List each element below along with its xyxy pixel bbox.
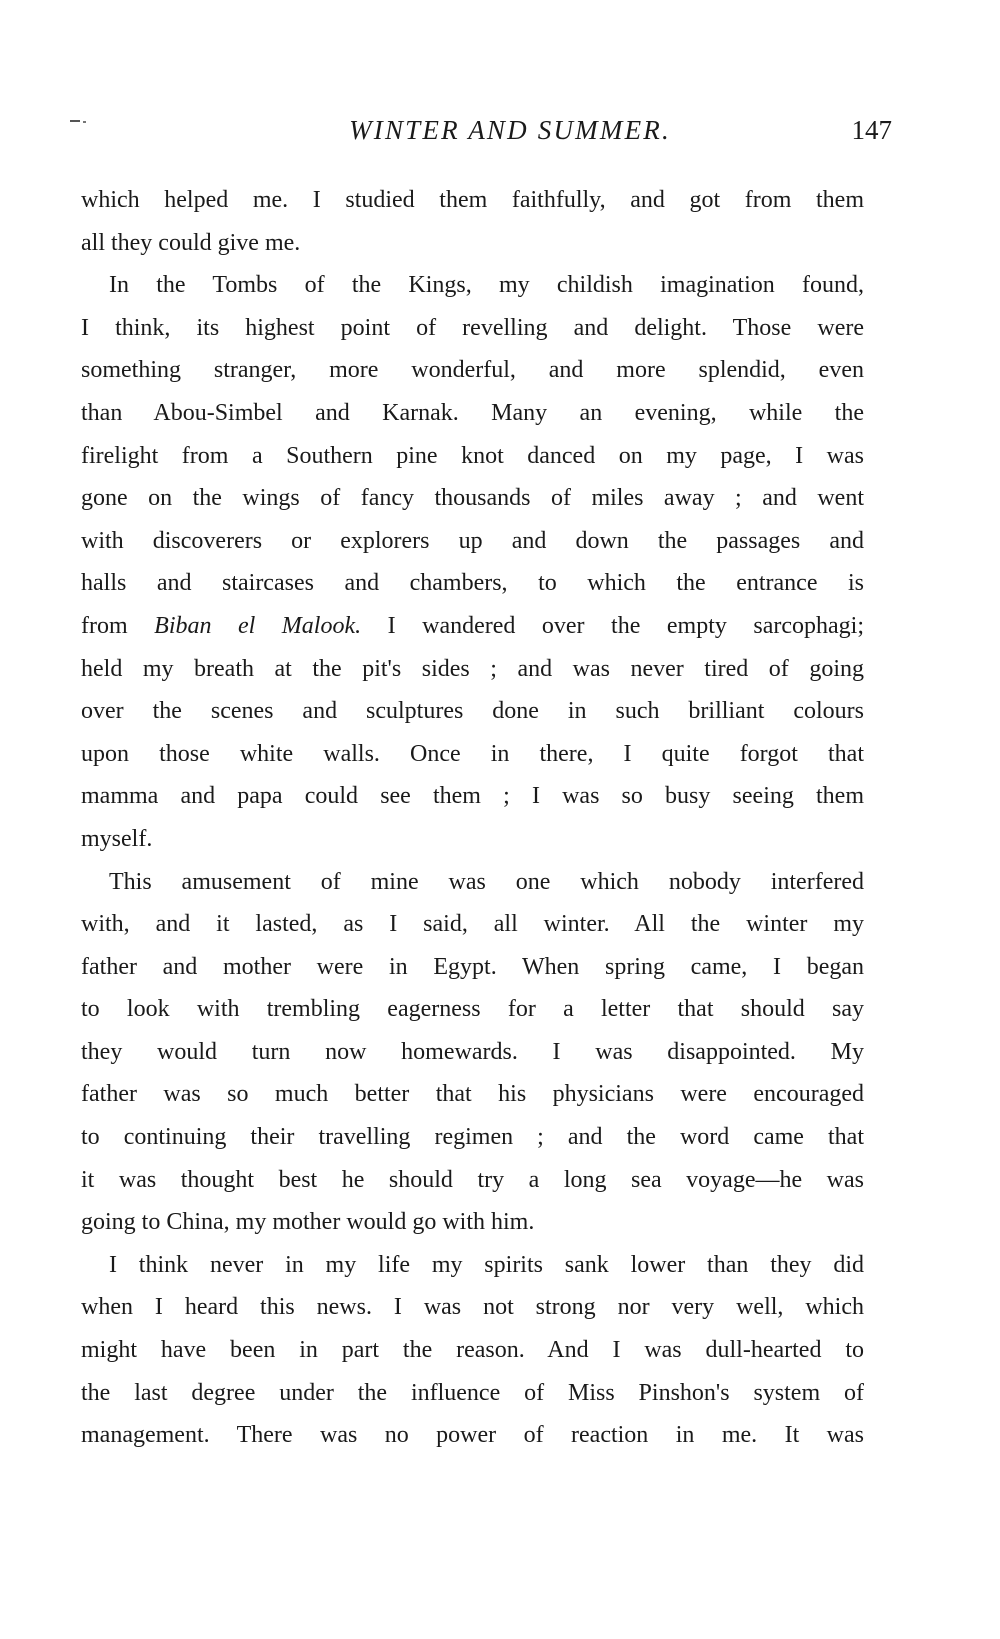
text-line: something stranger, more wonderful, and more splendid, even — [81, 357, 864, 384]
text-line: I think, its highest point of revelling and delight. Those were — [81, 314, 864, 341]
text-segment: I wandered over the empty sarcophagi; — [361, 612, 864, 639]
text-line: it was thought best he should try a long sea voyage—he was — [81, 1166, 864, 1193]
text-line: the last degree under the influence of Miss Pinshon's system of — [81, 1379, 864, 1406]
text-line: In the Tombs of the Kings, my childish imagination found, — [109, 272, 864, 299]
text-line: myself. — [81, 825, 153, 852]
text-line: upon those white walls. Once in there, I quite forgot that — [81, 740, 864, 767]
text-line: over the scenes and sculptures done in such brilliant colours — [81, 698, 864, 725]
text-segment: from — [81, 612, 155, 639]
page-number: 147 — [851, 115, 892, 145]
text-line: than Abou-Simbel and Karnak. Many an evening, while the — [81, 399, 864, 426]
text-line: mamma and papa could see them ; I was so busy seeing them — [81, 783, 864, 810]
text-line: I think never in my life my spirits sank lower than they did — [109, 1251, 864, 1278]
text-line: might have been in part the reason. And I was dull-hearted to — [81, 1337, 864, 1364]
running-head — [0, 113, 1000, 149]
text-line: management. There was no power of reaction in me. It was — [81, 1422, 864, 1449]
text-line: with discoverers or explorers up and down the passages and — [81, 527, 864, 554]
text-line: when I heard this news. I was not strong nor very well, which — [81, 1294, 864, 1321]
text-line: they would turn now homewards. I was disappointed. My — [81, 1038, 864, 1065]
text-line: all they could give me. — [81, 229, 301, 256]
text-line: to continuing their travelling regimen ; and the word came that — [81, 1124, 864, 1151]
text-line: father was so much better that his physicians were encouraged — [81, 1081, 864, 1108]
text-line: held my breath at the pit's sides ; and was never tired of going — [81, 655, 864, 682]
text-line — [81, 605, 864, 648]
text-line: to look with trembling eagerness for a letter that should say — [81, 996, 864, 1023]
text-line: This amusement of mine was one which nobody interfered — [109, 868, 864, 895]
text-line: firelight from a Southern pine knot danced on my page, I was — [81, 442, 864, 469]
text-line: with, and it lasted, as I said, all winter. All the winter my — [81, 911, 864, 938]
italic-place-name: Biban el Malook. — [154, 612, 362, 639]
text-line: going to China, my mother would go with him. — [81, 1209, 535, 1236]
body-text — [81, 179, 864, 1457]
text-line: gone on the wings of fancy thousands of miles away ; and went — [81, 485, 864, 512]
text-line: halls and staircases and chambers, to which the entrance is — [81, 570, 864, 597]
text-line: which helped me. I studied them faithfully, and got from them — [81, 187, 864, 213]
text-line: father and mother were in Egypt. When spring came, I began — [81, 953, 864, 980]
running-title: WINTER AND SUMMER. — [349, 115, 671, 145]
